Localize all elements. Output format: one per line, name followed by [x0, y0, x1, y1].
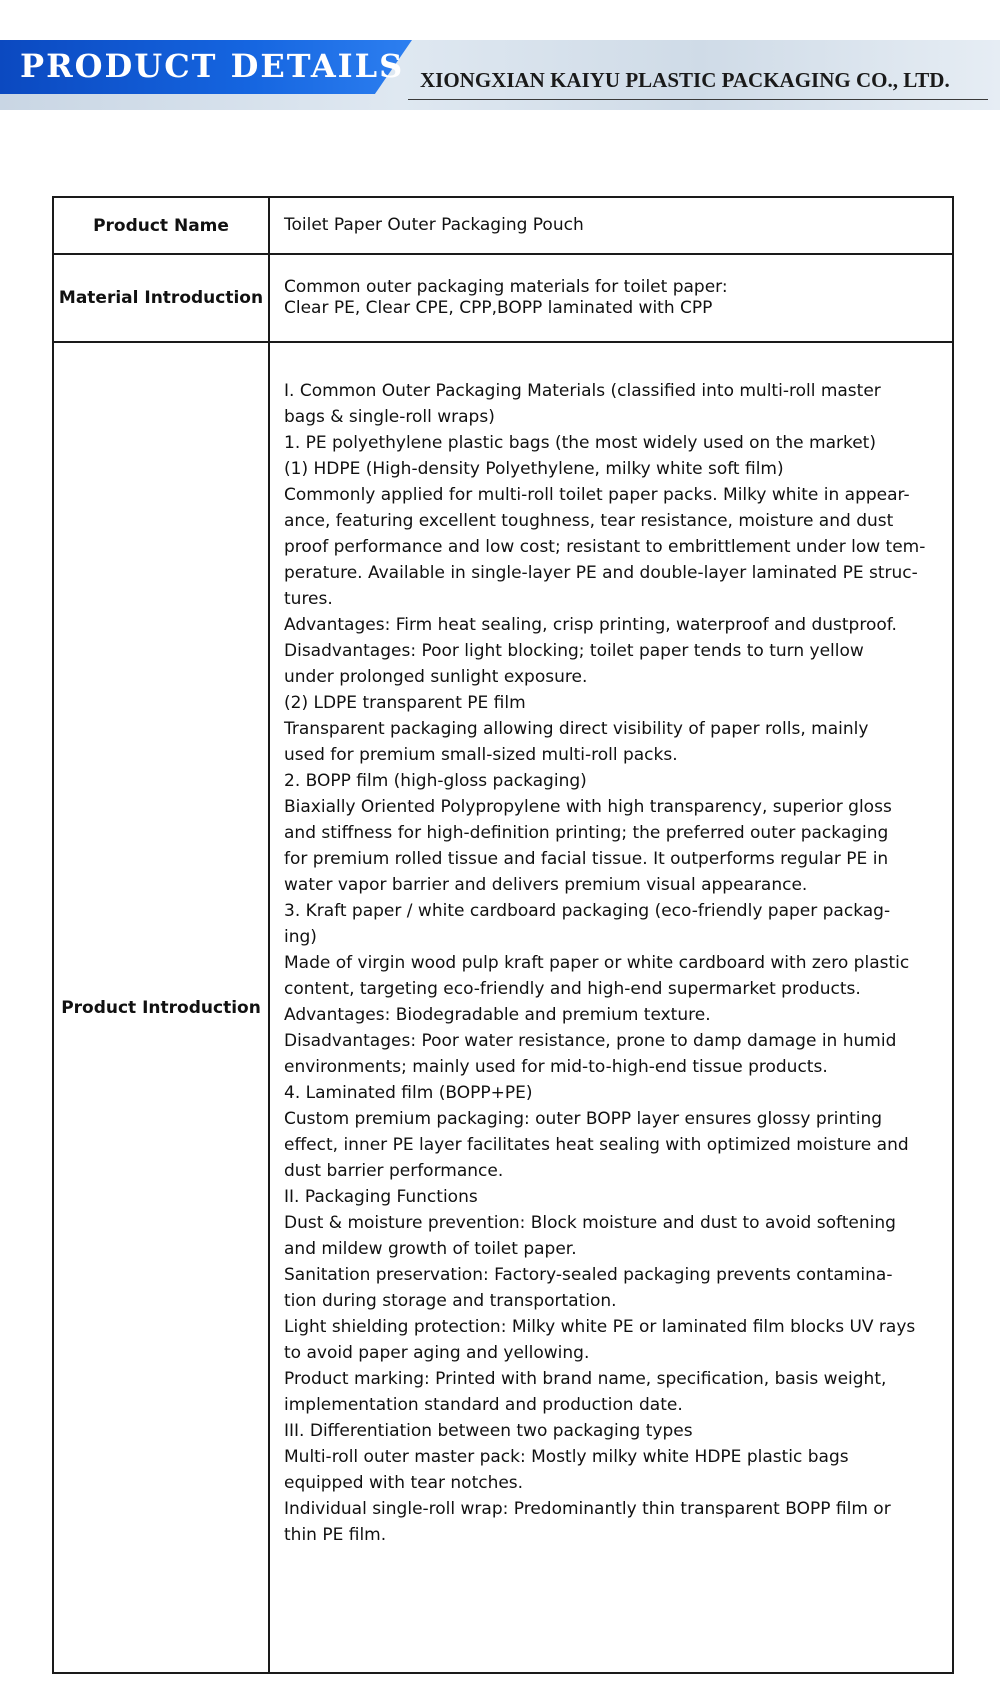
intro-line: dust barrier performance. [284, 1160, 504, 1181]
intro-line: environments; mainly used for mid-to-high-end tissue products. [284, 1056, 828, 1077]
value-line: Clear PE, Clear CPE, CPP,BOPP laminated with CPP [284, 298, 713, 318]
row-label: Material Introduction [53, 254, 269, 342]
intro-line: water vapor barrier and delivers premium visual appearance. [284, 874, 808, 895]
intro-line: Product marking: Printed with brand name, specification, basis weight, [284, 1368, 887, 1389]
intro-line: Advantages: Firm heat sealing, crisp printing, waterproof and dustproof. [284, 614, 897, 635]
intro-line: under prolonged sunlight exposure. [284, 666, 588, 687]
value-line: Toilet Paper Outer Packaging Pouch [284, 215, 584, 235]
intro-line: implementation standard and production date. [284, 1394, 683, 1415]
intro-line: Biaxially Oriented Polypropylene with high transparency, superior gloss [284, 796, 892, 817]
row-value [269, 342, 953, 1673]
intro-line: and mildew growth of toilet paper. [284, 1238, 577, 1259]
page-title: PRODUCT DETAILS [20, 47, 405, 85]
row-value [269, 197, 953, 254]
intro-line: 3. Kraft paper / white cardboard packaging (eco-friendly paper packag- [284, 900, 891, 921]
intro-line: Advantages: Biodegradable and premium texture. [284, 1004, 711, 1025]
intro-line: I. Common Outer Packaging Materials (classified into multi-roll master [284, 380, 881, 401]
intro-line: II. Packaging Functions [284, 1186, 478, 1207]
table-row-material-introduction [53, 254, 953, 342]
intro-line: tures. [284, 588, 333, 609]
intro-line: Dust & moisture prevention: Block moisture and dust to avoid softening [284, 1212, 896, 1233]
company-name: XIONGXIAN KAIYU PLASTIC PACKAGING CO., LTD. [420, 68, 950, 92]
intro-line: Multi-roll outer master pack: Mostly milky white HDPE plastic bags [284, 1446, 849, 1467]
value-line: Common outer packaging materials for toilet paper: [284, 277, 728, 297]
intro-line: proof performance and low cost; resistant to embrittlement under low tem- [284, 536, 926, 557]
intro-line: ing) [284, 926, 317, 947]
table-row-product-name [53, 197, 953, 254]
intro-line: Commonly applied for multi-roll toilet paper packs. Milky white in appear- [284, 484, 910, 505]
intro-line: 2. BOPP film (high-gloss packaging) [284, 770, 587, 791]
row-label: Product Introduction [53, 342, 269, 1673]
product-details-table [52, 196, 954, 1674]
intro-line: bags & single-roll wraps) [284, 406, 495, 427]
intro-line: Individual single-roll wrap: Predominantly thin transparent BOPP film or [284, 1498, 891, 1519]
intro-line: Custom premium packaging: outer BOPP layer ensures glossy printing [284, 1108, 883, 1129]
intro-line: Disadvantages: Poor water resistance, prone to damp damage in humid [284, 1030, 897, 1051]
intro-line: Disadvantages: Poor light blocking; toilet paper tends to turn yellow [284, 640, 864, 661]
product-introduction-text [284, 378, 936, 1638]
intro-line: thin PE film. [284, 1524, 387, 1545]
intro-line: (2) LDPE transparent PE film [284, 692, 526, 713]
intro-line: Sanitation preservation: Factory-sealed packaging prevents contamina- [284, 1264, 893, 1285]
intro-line: (1) HDPE (High-density Polyethylene, milky white soft film) [284, 458, 784, 479]
intro-line: and stiffness for high-definition printing; the preferred outer packaging [284, 822, 889, 843]
intro-line: equipped with tear notches. [284, 1472, 524, 1493]
company-underline [408, 99, 988, 100]
intro-line: ance, featuring excellent toughness, tear resistance, moisture and dust [284, 510, 894, 531]
table-row-product-introduction [53, 342, 953, 1673]
intro-line: Light shielding protection: Milky white PE or laminated film blocks UV rays [284, 1316, 916, 1337]
intro-line: Made of virgin wood pulp kraft paper or white cardboard with zero plastic [284, 952, 910, 973]
intro-line: 1. PE polyethylene plastic bags (the most widely used on the market) [284, 432, 876, 453]
intro-line: used for premium small-sized multi-roll packs. [284, 744, 678, 765]
intro-line: Transparent packaging allowing direct visibility of paper rolls, mainly [284, 718, 869, 739]
row-label: Product Name [53, 197, 269, 254]
intro-line: 4. Laminated film (BOPP+PE) [284, 1082, 533, 1103]
intro-line: tion during storage and transportation. [284, 1290, 617, 1311]
intro-line: to avoid paper aging and yellowing. [284, 1342, 590, 1363]
intro-line: for premium rolled tissue and facial tissue. It outperforms regular PE in [284, 848, 889, 869]
intro-line: effect, inner PE layer facilitates heat sealing with optimized moisture and [284, 1134, 909, 1155]
row-value [269, 254, 953, 342]
intro-line: content, targeting eco-friendly and high-end supermarket products. [284, 978, 861, 999]
intro-line: III. Differentiation between two packaging types [284, 1420, 693, 1441]
intro-line: perature. Available in single-layer PE and double-layer laminated PE struc- [284, 562, 918, 583]
